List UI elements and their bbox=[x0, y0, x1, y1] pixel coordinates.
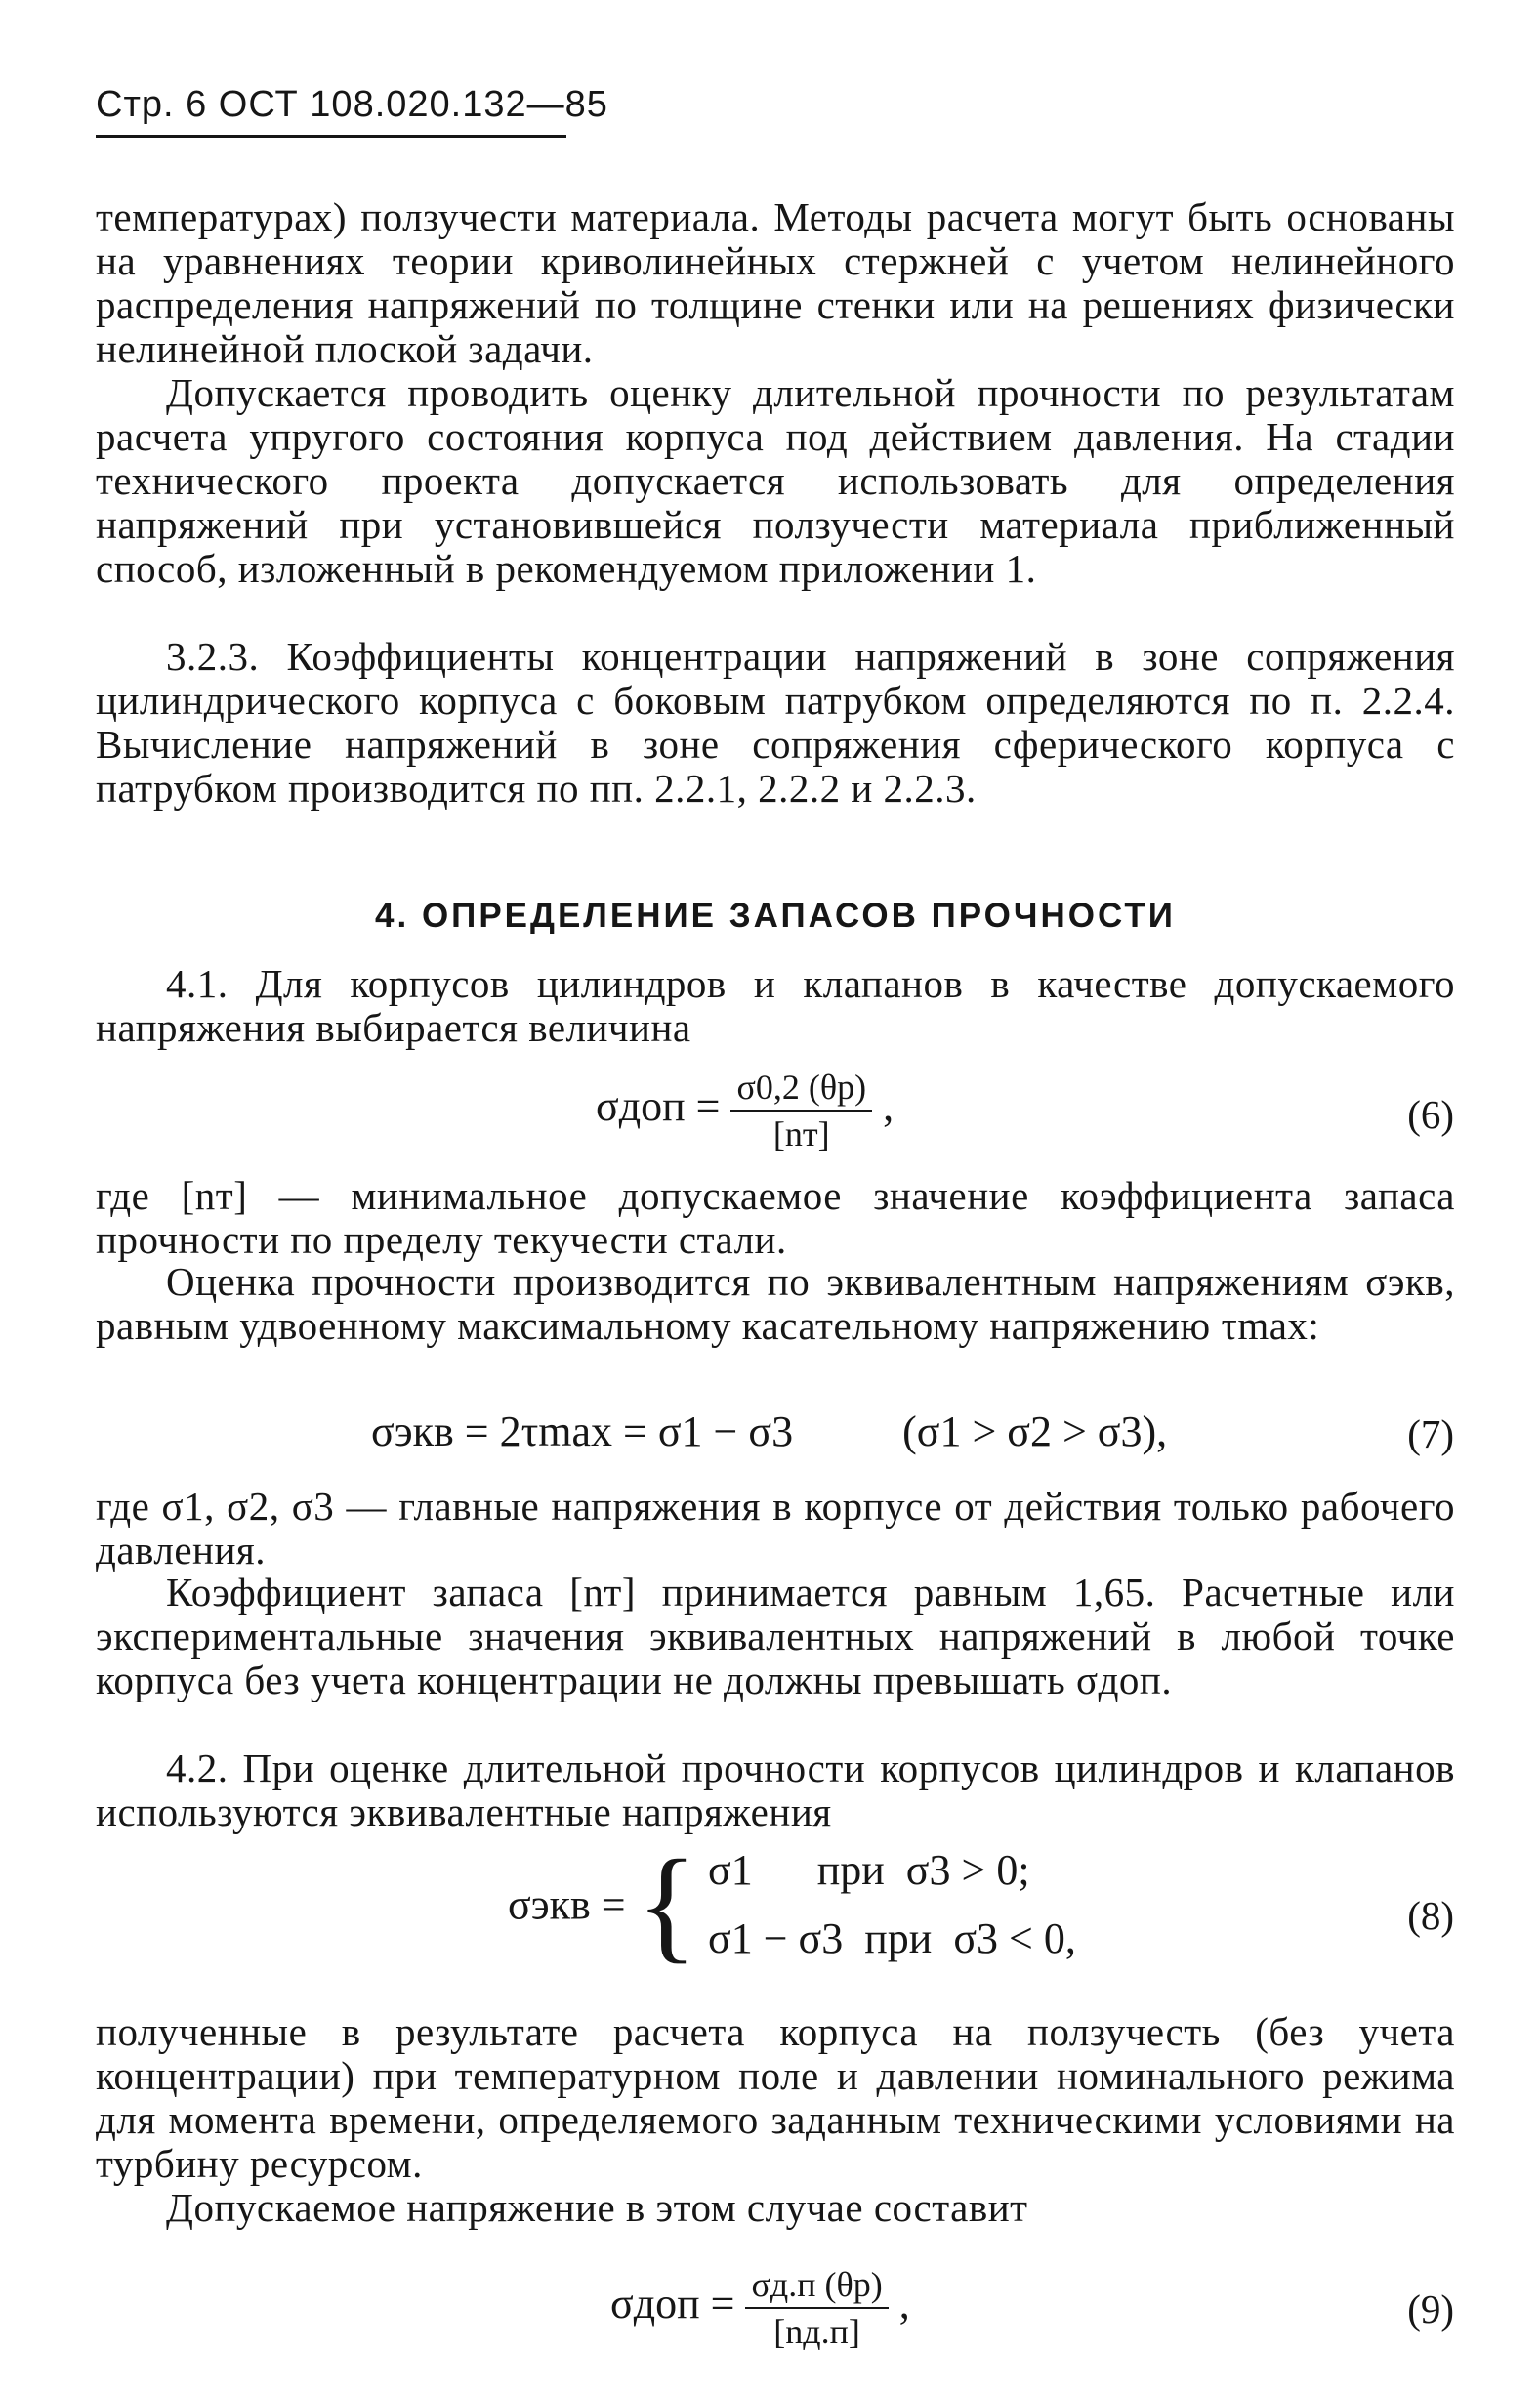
equation-number-6: (6) bbox=[1407, 1092, 1454, 1137]
paragraph-3-2-3: 3.2.3. Коэффициенты концентрации напряжений в зоне сопряжения цилиндрического корпуса с боковым патрубком определяются по п. 2.2.4. Вычисление напряжений в зоне сопряжения сферического корпуса с патрубком производится по пп. 2.2.1, 2.2.2 и 2.2.3. bbox=[96, 634, 1455, 811]
paragraph-safety-factor: Коэффициент запаса [nт] принимается равным 1,65. Расчетные или экспериментальные значения эквивалентных напряжений в любой точке корпуса без учета концентрации не должны превышать σдоп. bbox=[96, 1570, 1455, 1702]
eq9-denominator: [nд.п] bbox=[773, 2312, 860, 2351]
eq7-body: σэкв = 2τmax = σ1 − σ3 bbox=[371, 1408, 794, 1455]
equation-8 bbox=[508, 1836, 1076, 1973]
paragraph-equivalent-stress: Оценка прочности производится по эквивалентным напряжениям σэкв, равным удвоенному максимальному касательному напряжению τmax: bbox=[96, 1259, 1455, 1348]
equation-number-8: (8) bbox=[1407, 1893, 1454, 1938]
eq7-condition: (σ1 > σ2 > σ3), bbox=[902, 1408, 1168, 1455]
eq8-case-1: σ1 при σ3 > 0; bbox=[707, 1846, 1030, 1894]
page-header: Стр. 6 ОСТ 108.020.132—85 bbox=[96, 84, 608, 125]
eq9-tail: , bbox=[898, 2280, 910, 2329]
eq9-fraction bbox=[745, 2264, 888, 2352]
eq6-fraction bbox=[730, 1067, 872, 1155]
equation-6 bbox=[596, 1067, 894, 1155]
paragraph-long-term-strength: Допускается проводить оценку длительной прочности по результатам расчета упругого состояния корпуса под действием давления. На стадии технического проекта допускается использовать для определения напряжений при установившейся ползучести материала приближенный способ, изложенный в рекомендуемом приложении 1. bbox=[96, 370, 1455, 591]
eq6-tail: , bbox=[883, 1082, 895, 1131]
paragraph-allowable-stress: Допускаемое напряжение в этом случае составит bbox=[166, 2185, 1028, 2230]
eq6-lhs: σдоп = bbox=[596, 1082, 721, 1131]
eq8-case-2: σ1 − σ3 при σ3 < 0, bbox=[707, 1914, 1076, 1962]
equation-number-9: (9) bbox=[1407, 2287, 1454, 2332]
eq8-lhs: σэкв = bbox=[508, 1880, 626, 1929]
eq6-numerator: σ0,2 (θр) bbox=[730, 1067, 872, 1112]
header-underline bbox=[96, 135, 566, 138]
eq6-denominator: [nт] bbox=[772, 1114, 830, 1154]
paragraph-creep-calculation: полученные в результате расчета корпуса на ползучесть (без учета концентрации) при температурном поле и давлении номинального режима для момента времени, определяемого заданным техническими условиями на турбину ресурсом. bbox=[96, 2009, 1455, 2186]
equation-7 bbox=[371, 1407, 1167, 1456]
eq8-cases bbox=[708, 1836, 1076, 1973]
equation-9 bbox=[610, 2264, 910, 2352]
eq9-numerator: σд.п (θр) bbox=[745, 2264, 888, 2309]
paragraph-4-1: 4.1. Для корпусов цилиндров и клапанов в качестве допускаемого напряжения выбирается величина bbox=[96, 961, 1455, 1050]
paragraph-nt-definition: где [nт] — минимальное допускаемое значение коэффициента запаса прочности по пределу текучести стали. bbox=[96, 1173, 1455, 1262]
eq9-lhs: σдоп = bbox=[610, 2280, 735, 2329]
eq8-brace: { bbox=[636, 1834, 697, 1975]
equation-number-7: (7) bbox=[1407, 1411, 1454, 1456]
paragraph-creep-methods: температурах) ползучести материала. Методы расчета могут быть основаны на уравнениях теории криволинейных стержней с учетом нелинейного распределения напряжений по толщине стенки или на решениях физически нелинейной плоской задачи. bbox=[96, 194, 1455, 371]
paragraph-principal-stresses: где σ1, σ2, σ3 — главные напряжения в корпусе от действия только рабочего давления. bbox=[96, 1484, 1455, 1573]
section-heading: 4. ОПРЕДЕЛЕНИЕ ЗАПАСОВ ПРОЧНОСТИ bbox=[375, 897, 1176, 935]
paragraph-4-2: 4.2. При оценке длительной прочности корпусов цилиндров и клапанов используются эквивалентные напряжения bbox=[96, 1745, 1455, 1834]
